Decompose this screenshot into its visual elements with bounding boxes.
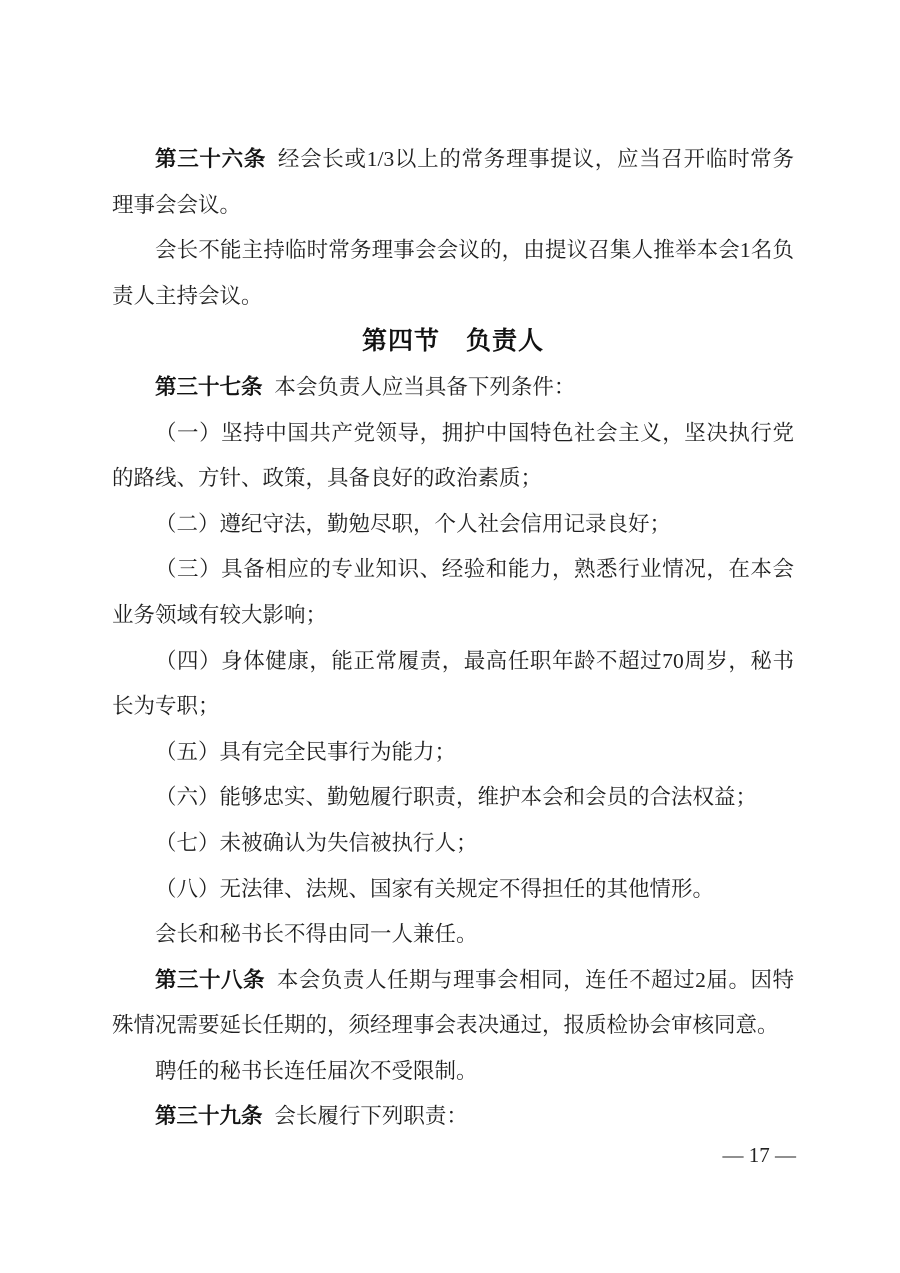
article-37-text: 本会负责人应当具备下列条件： — [274, 374, 576, 399]
document-body — [112, 137, 794, 1140]
list-item-text: （七）未被确认为失信被执行人； — [155, 830, 478, 855]
list-item-4 — [112, 639, 794, 730]
list-item-8 — [112, 867, 794, 913]
paragraph-article-38 — [112, 958, 794, 1049]
list-item-3 — [112, 547, 794, 638]
list-item-text: （四）身体健康，能正常履责，最高任职年龄不超过70周岁，秘书长为专职； — [112, 648, 794, 719]
paragraph-article-39 — [112, 1094, 794, 1140]
list-item-text: （二）遵纪守法，勤勉尽职，个人社会信用记录良好； — [155, 511, 672, 536]
section-heading: 第四节 负责人 — [361, 327, 544, 356]
paragraph-text: 会长和秘书长不得由同一人兼任。 — [155, 922, 478, 947]
list-item-text: （一）坚持中国共产党领导，拥护中国特色社会主义，坚决执行党的路线、方针、政策，具备良好的政治素质； — [112, 420, 794, 491]
article-37-label: 第三十七条 — [155, 374, 263, 399]
article-39-label: 第三十九条 — [155, 1104, 263, 1129]
article-39-text: 会长履行下列职责： — [274, 1104, 468, 1129]
list-item-text: （六）能够忠实、勤勉履行职责，维护本会和会员的合法权益； — [155, 785, 758, 810]
article-38-label: 第三十八条 — [155, 967, 266, 992]
paragraph-text: 会长不能主持临时常务理事会会议的，由提议召集人推举本会1名负责人主持会议。 — [112, 238, 794, 308]
paragraph-article-37 — [112, 365, 794, 411]
article-36-label: 第三十六条 — [155, 147, 267, 171]
list-item-2 — [112, 502, 794, 548]
list-item-6 — [112, 775, 794, 821]
paragraph — [112, 228, 794, 319]
paragraph — [112, 912, 794, 958]
list-item-5 — [112, 730, 794, 776]
list-item-7 — [112, 821, 794, 867]
article-38-text: 本会负责人任期与理事会相同，连任不超过2届。因特殊情况需要延长任期的，须经理事会表决通过，报质检协会审核同意。 — [112, 967, 794, 1038]
paragraph-text: 聘任的秘书长连任届次不受限制。 — [155, 1058, 478, 1083]
article-36-text: 经会长或1/3以上的常务理事提议，应当召开临时常务理事会会议。 — [112, 147, 794, 217]
list-item-text: （五）具有完全民事行为能力； — [155, 739, 457, 764]
page-number: — 17 — — [722, 1143, 796, 1167]
list-item-text: （八）无法律、法规、国家有关规定不得担任的其他情形。 — [155, 876, 715, 901]
paragraph-article-36 — [112, 137, 794, 228]
list-item-1 — [112, 411, 794, 502]
paragraph — [112, 1049, 794, 1095]
list-item-text: （三）具备相应的专业知识、经验和能力，熟悉行业情况，在本会业务领域有较大影响； — [112, 557, 794, 627]
